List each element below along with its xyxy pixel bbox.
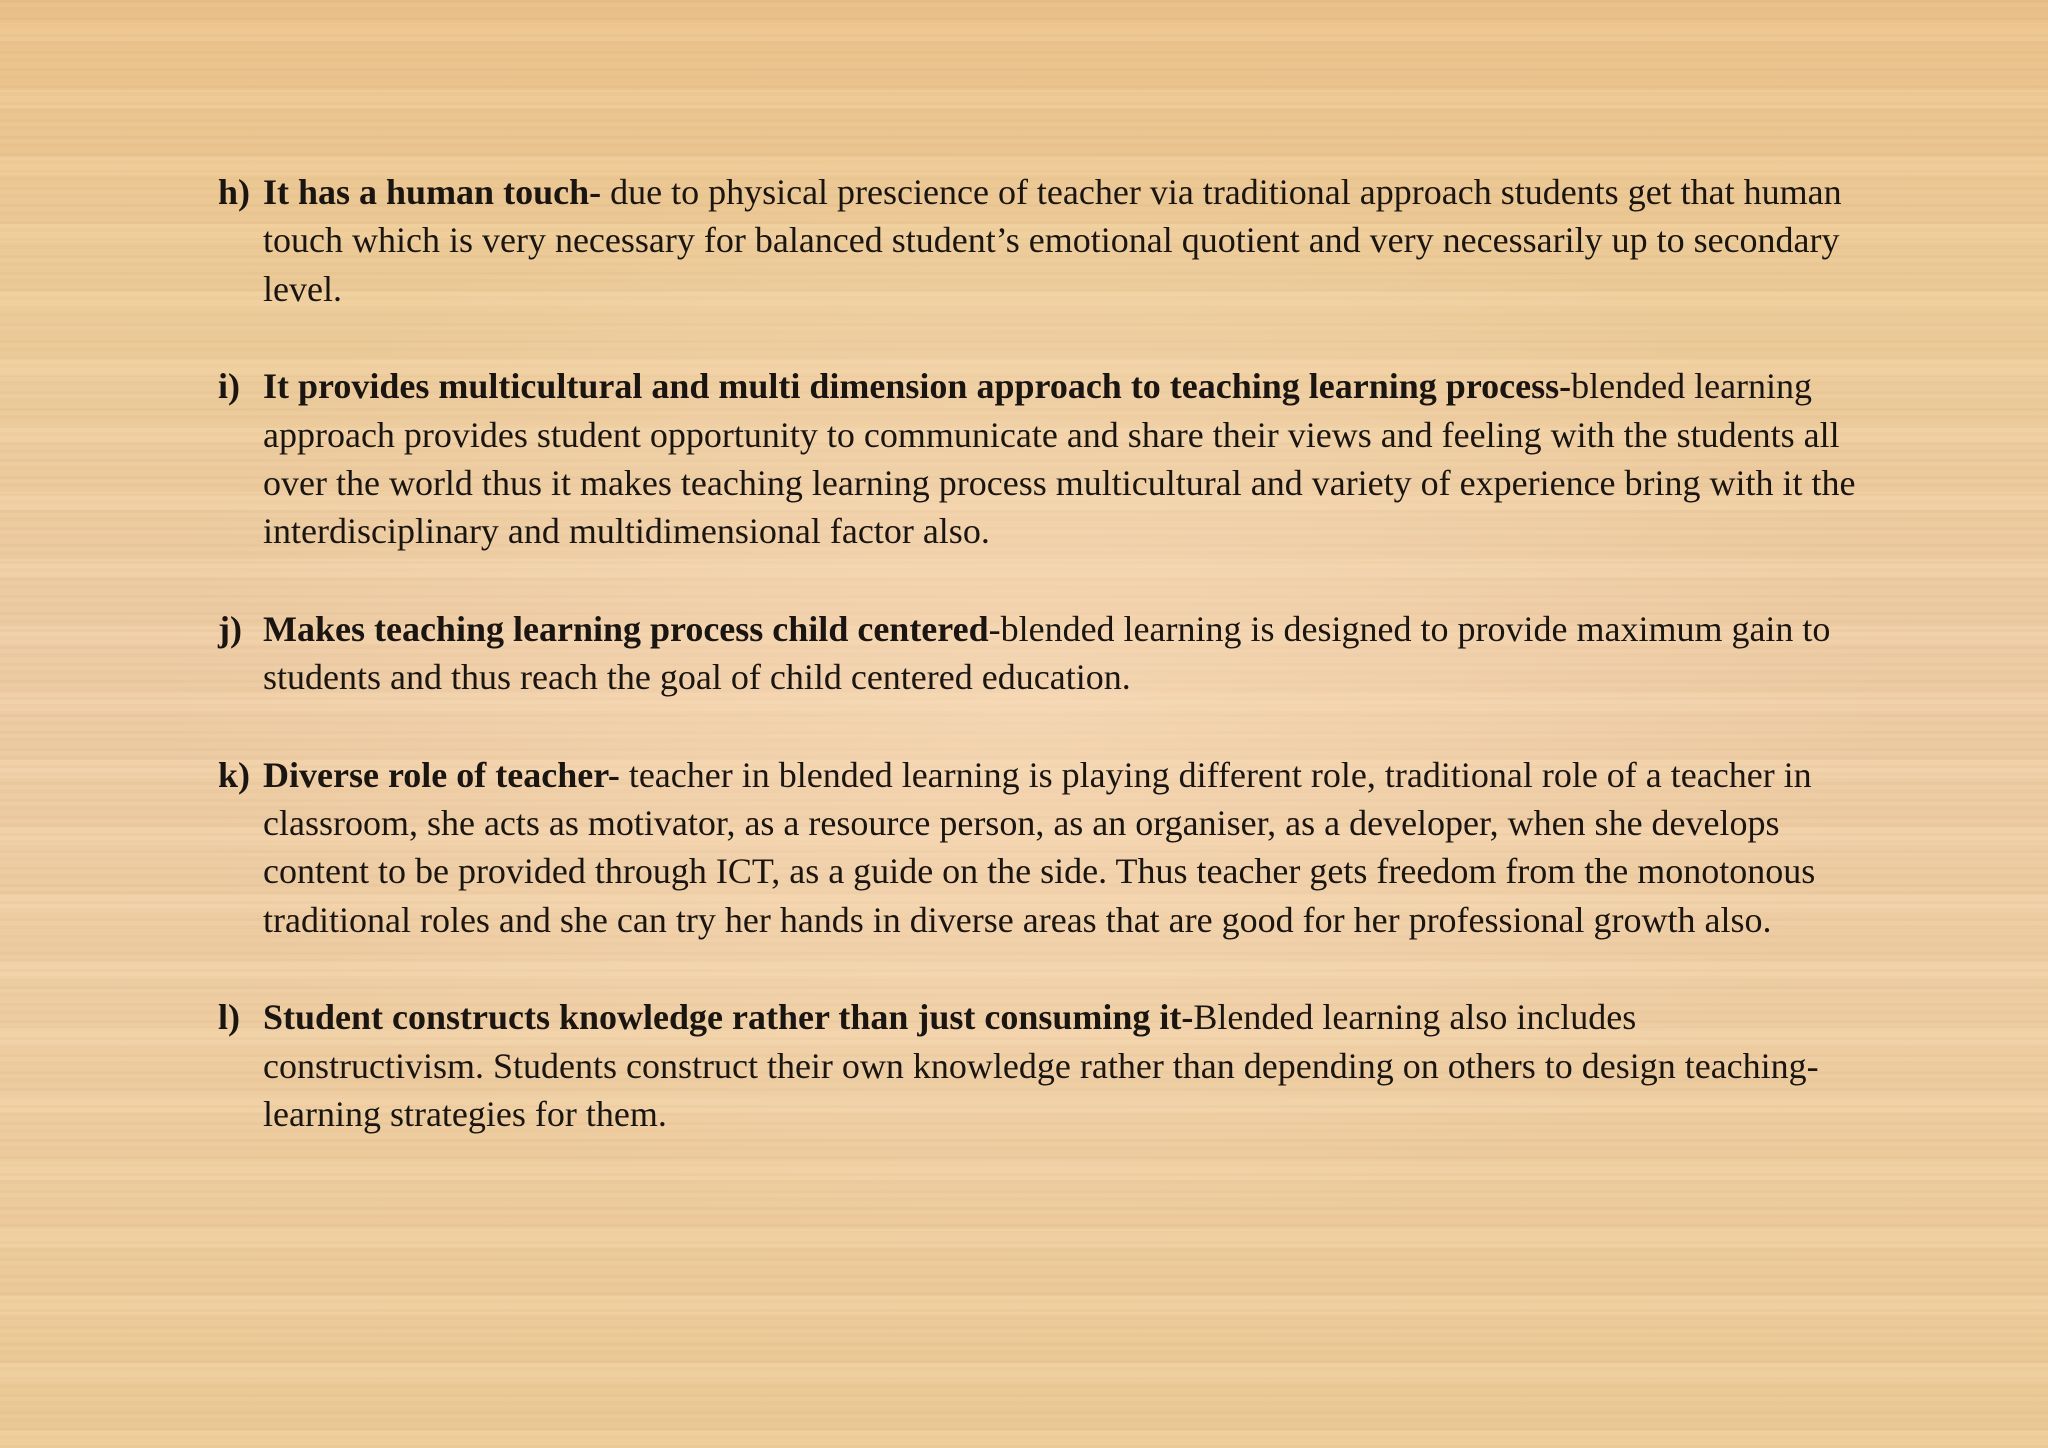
item-heading: Diverse role of teacher-	[263, 754, 620, 795]
item-body: -blended learning is designed to provide maximum gain to students and thus reach the goal of child centered education.	[263, 608, 1831, 698]
item-marker: h)	[218, 172, 251, 212]
list-item	[218, 993, 1858, 1138]
item-marker: l)	[218, 997, 240, 1038]
item-heading: Student constructs knowledge rather than just consuming it-	[263, 997, 1194, 1038]
list-item	[218, 751, 1858, 945]
list-item	[218, 168, 1858, 313]
item-body: teacher in blended learning is playing different role, traditional role of a teacher in classroom, she acts as motivator, as a resource person, as an organiser, as a developer, when she develops content to be provided through ICT, as a guide on the side. Thus teacher gets freedom from the monotonous traditional roles and she can try her hands in diverse areas that are good for her professional growth also.	[263, 754, 1816, 940]
item-heading: It has a human touch-	[263, 172, 602, 212]
item-marker: k)	[218, 754, 251, 795]
list-item	[218, 362, 1858, 556]
list-item	[218, 605, 1858, 702]
item-marker: j)	[218, 608, 242, 649]
item-heading: It provides multicultural and multi dimension approach to teaching learning process-	[263, 366, 1572, 407]
points-list	[218, 168, 1858, 1188]
item-marker: i)	[218, 366, 240, 407]
item-heading: Makes teaching learning process child centered	[263, 608, 989, 649]
item-body: due to physical prescience of teacher via traditional approach students get that human touch which is very necessary for balanced student’s emotional quotient and very necessarily up to secondary level.	[263, 172, 1842, 309]
item-body: Blended learning also includes constructivism. Students construct their own knowledge rather than depending on others to design teaching-learning strategies for them.	[263, 997, 1819, 1135]
item-body: blended learning approach provides student opportunity to communicate and share their views and feeling with the students all over the world thus it makes teaching learning process multicultural and variety of experience bring with it the interdisciplinary and multidimensional factor also.	[263, 366, 1856, 552]
